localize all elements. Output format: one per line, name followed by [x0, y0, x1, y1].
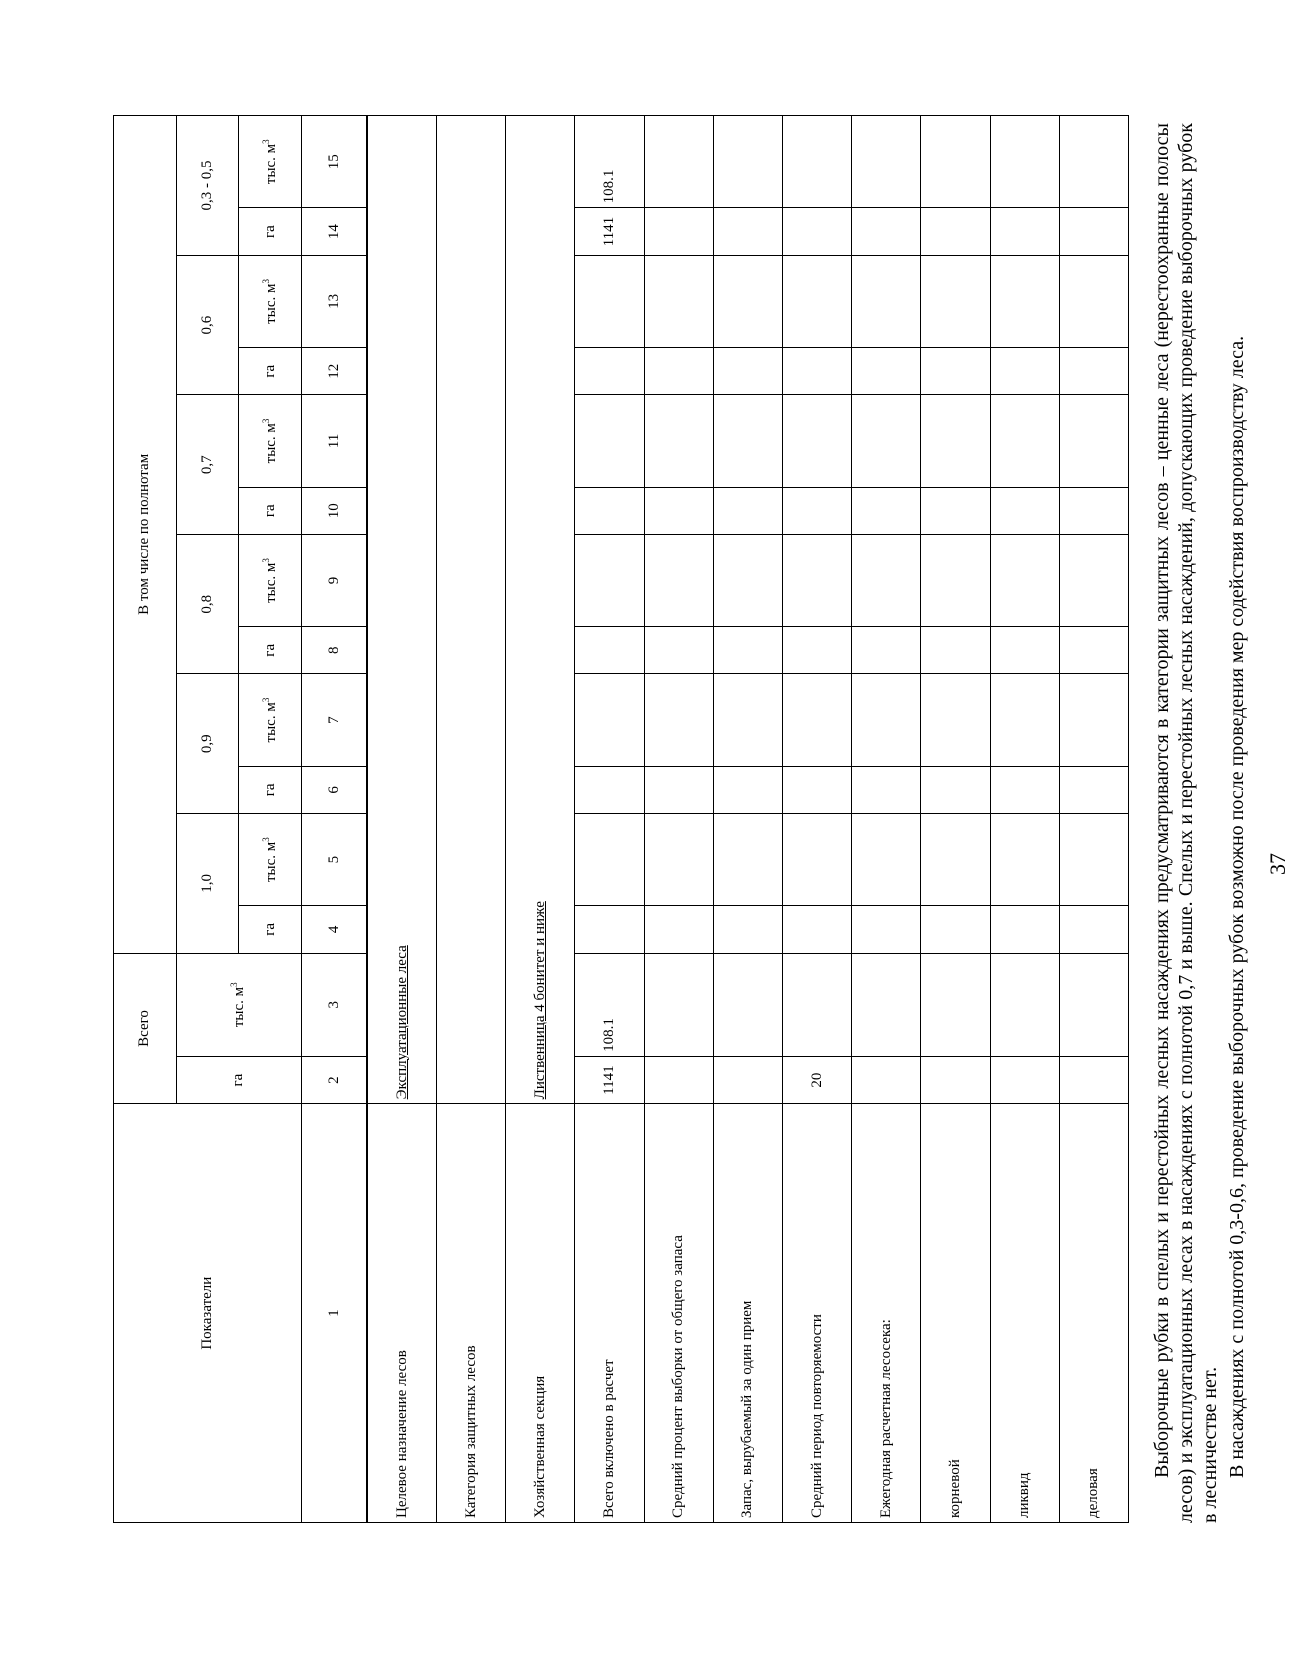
unit-m3: тыс. $м^3$ [239, 255, 302, 347]
unit-m3: тыс. $м^3$ [239, 116, 302, 208]
row-label: Запас, вырубаемый за один прием [713, 1104, 782, 1523]
col-num: 3 [301, 953, 367, 1056]
unit-ha: га [239, 627, 302, 674]
col-num: 14 [301, 208, 367, 255]
col-num: 15 [301, 116, 367, 208]
row-label: Целевое назначение лесов [367, 1104, 436, 1523]
row-label: корневой [921, 1104, 990, 1523]
row-label: деловая [1059, 1104, 1128, 1523]
col-num: 1 [301, 1104, 367, 1523]
row-label: Категория защитных лесов [436, 1104, 505, 1523]
col-num: 12 [301, 347, 367, 394]
col-num: 8 [301, 627, 367, 674]
table-row [990, 116, 1059, 1523]
unit-ha: га [239, 766, 302, 813]
density-0-9: 0,9 [176, 674, 239, 814]
col-num: 10 [301, 487, 367, 534]
table-row [367, 116, 436, 1523]
row-label: Ежегодная расчетная лесосека: [852, 1104, 921, 1523]
unit-ha: га [239, 347, 302, 394]
col-num: 11 [301, 395, 367, 487]
row-label: Всего включено в расчет [575, 1104, 644, 1523]
cell: 20 [782, 1056, 851, 1103]
unit-ha: га [239, 906, 302, 953]
table-row [506, 116, 575, 1523]
unit-m3: тыс. $м^3$ [239, 674, 302, 766]
table-row [782, 116, 851, 1523]
col-num: 5 [301, 814, 367, 906]
indicators-header: Показатели [114, 1104, 302, 1523]
density-0-7: 0,7 [176, 395, 239, 535]
cell: 108.1 [575, 953, 644, 1056]
table-row [575, 116, 644, 1523]
cell: 108.1 [575, 116, 644, 208]
col-num: 13 [301, 255, 367, 347]
empty-cell [436, 116, 505, 1104]
table-row [921, 116, 990, 1523]
paragraph-density-note: В насаждениях с полнотой 0,3-0,6, проведение выборочных рубок возможно после проведения мер содействия воспроизводству леса. [1226, 335, 1248, 1478]
total-header: Всего [114, 953, 177, 1104]
table-row [436, 116, 505, 1523]
page-number: 37 [1265, 853, 1290, 875]
table-row [713, 116, 782, 1523]
column-number-row [301, 116, 367, 1523]
unit-m3: тыс. $м^3$ [239, 395, 302, 487]
row-label: Средний период повторяемости [782, 1104, 851, 1523]
forest-purpose-value: Эксплуатационные леса [367, 116, 436, 1104]
density-0-8: 0,8 [176, 534, 239, 674]
table-row [852, 116, 921, 1523]
header-row-1 [114, 116, 177, 1523]
paragraph-selective-felling: Выборочные рубки в спелых и перестойных лесных насаждениях предусматриваются в категории защитных лесов – ценные леса (нерестоохранные полосы лесов) и эксплуатационных лесах в насаждениях с полнотой 0,7 и выше. Спелых и перестойных лесных насаждений, допускающих проведение выборочных рубок в лесничестве нет. [1151, 123, 1221, 1523]
total-ha-header: га [176, 1056, 301, 1103]
col-num: 4 [301, 906, 367, 953]
row-label: Средний процент выборки от общего запаса [644, 1104, 713, 1523]
unit-ha: га [239, 208, 302, 255]
density-0-3-0-5: 0,3 - 0,5 [176, 116, 239, 256]
col-num: 6 [301, 766, 367, 813]
table-row [1059, 116, 1128, 1523]
total-m3-header: тыс. $м^3$ [176, 953, 301, 1056]
unit-ha: га [239, 487, 302, 534]
section-value: Лиственница 4 бонитет и ниже [506, 116, 575, 1104]
felling-table [113, 115, 1129, 1523]
table-row [644, 116, 713, 1523]
row-label: ликвид [990, 1104, 1059, 1523]
unit-m3: тыс. $м^3$ [239, 814, 302, 906]
cell: 1141 [575, 1056, 644, 1103]
cell: 1141 [575, 208, 644, 255]
col-num: 9 [301, 534, 367, 626]
unit-m3: тыс. $м^3$ [239, 534, 302, 626]
density-0-6: 0,6 [176, 255, 239, 395]
density-1-0: 1,0 [176, 814, 239, 954]
density-header: В том числе по полнотам [114, 116, 177, 954]
col-num: 7 [301, 674, 367, 766]
row-label: Хозяйственная секция [506, 1104, 575, 1523]
col-num: 2 [301, 1056, 367, 1103]
